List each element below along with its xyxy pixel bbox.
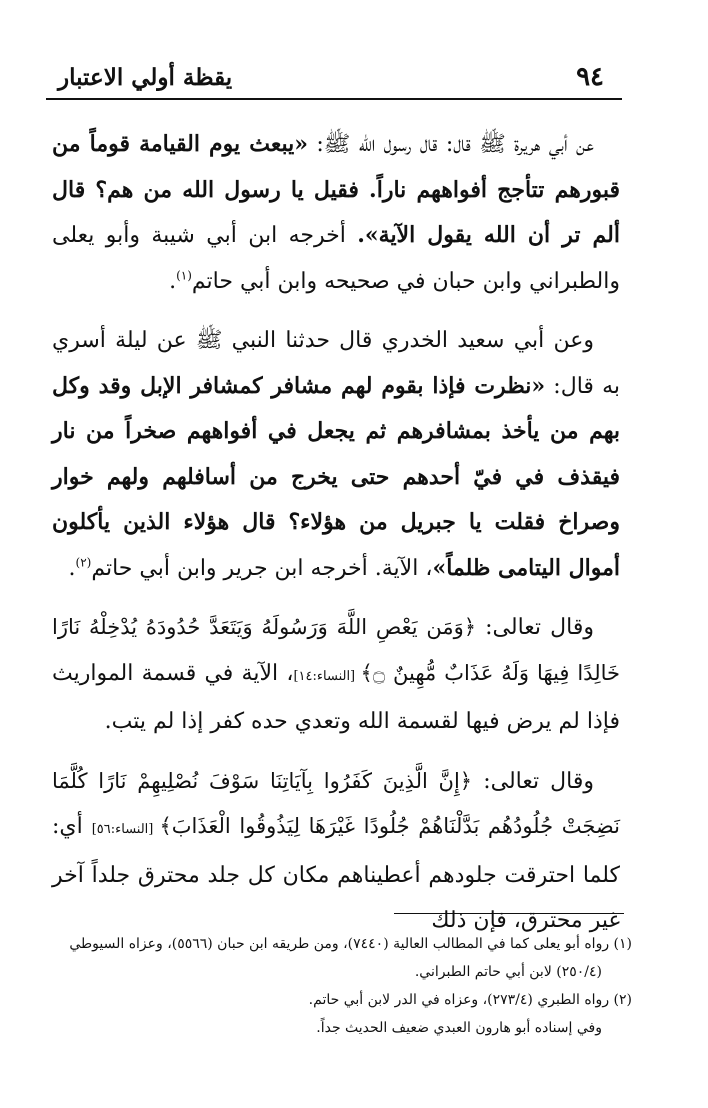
- page-header: [46, 58, 622, 100]
- footnote-marker-2: (٢): [75, 555, 92, 570]
- verse-reference-1: [النساء:١٤]: [293, 668, 361, 684]
- paragraph-1-intro: عن أبي هريرة ﷺ قال: قال رسول الله ﷺ:: [307, 132, 594, 157]
- footnote-1-continued: (٢٥٠/٤) لابن أبي حاتم الطبراني.: [414, 964, 602, 980]
- footnote-2-note: وفي إسناده أبو هارون العبدي ضعيف الحديث جداً.: [316, 1020, 602, 1036]
- quran-verse-1: ﴿وَمَن يَعْصِ اللَّهَ وَرَسُولَهُ وَيَتَعَدَّ حُدُودَهُ يُدْخِلْهُ نَارًا خَالِدًا فِيهَا وَلَهُ عَذَابٌ مُّهِينٌ ۝﴾: [52, 615, 620, 685]
- footnote-1: (١) رواه أبو يعلى كما في المطالب العالية (٧٤٤٠)، ومن طريقه ابن حبان (٥٥٦٦)، وعزاه السيوطي: [69, 936, 632, 952]
- paragraph-3-rest: ، الآية في قسمة المواريث فإذا لم يرض فيها لقسمة الله وتعدي حده كفر إذا لم يتب.: [52, 660, 620, 734]
- running-title: يقظة أولي الاعتبار: [58, 64, 233, 91]
- paragraph-3: [52, 605, 620, 745]
- paragraph-1-rest: أخرجه ابن أبي شيبة وأبو يعلى والطبراني وابن حبان في صحيحه وابن أبي حاتم: [52, 223, 620, 294]
- paragraph-1: [52, 122, 620, 304]
- footnote-2: (٢) رواه الطبري (٢٧٣/٤)، وعزاه في الدر لابن أبي حاتم.: [308, 992, 632, 1008]
- paragraph-1-hadith: «يبعث يوم القيامة قوماً من قبورهم تتأجج أفواههم ناراً. فقيل يا رسول الله من هم؟ قال ألم تر أن الله يقول الآية».: [52, 131, 620, 248]
- footnotes: [40, 930, 632, 1042]
- paragraph-2-end: .: [68, 555, 76, 581]
- paragraph-1-end: .: [169, 268, 177, 294]
- paragraph-4-intro: وقال تعالى:: [472, 768, 594, 794]
- paragraph-2-intro: وعن أبي سعيد الخدري قال حدثنا النبي ﷺ عن ليلة أسري به قال:: [52, 328, 620, 399]
- footnote-marker-1: (١): [176, 268, 192, 283]
- paragraph-2-hadith: «نظرت فإذا بقوم لهم مشافر كمشافر الإبل وقد وكل بهم من يأخذ بمشافرهم ثم يجعل في أفواههم صخراً من نار فيقذف في فيّ أحدهم حتى يخرج من أسافلهم ولهم خوار وصراخ فقلت يا جبريل من هؤلاء؟ قال هؤلاء الذين يأكلون أموال اليتامى ظلماً»: [52, 372, 620, 581]
- paragraph-4: [52, 759, 620, 944]
- paragraph-4-rest: أي: كلما احترقت جلودهم أعطيناهم مكان كل جلد محترق جلداً آخر غير محترق، فإن ذلك: [52, 814, 620, 933]
- paragraph-2: [52, 318, 620, 591]
- paragraph-3-intro: وقال تعالى:: [476, 615, 594, 640]
- paragraph-2-rest: ، الآية. أخرجه ابن جرير وابن أبي حاتم: [91, 555, 433, 581]
- footnote-divider: [394, 913, 624, 914]
- verse-reference-2: [النساء:٥٦]: [91, 822, 160, 837]
- page-number: ٩٤: [576, 62, 604, 92]
- main-text: [52, 122, 620, 958]
- quran-verse-2: ﴿إِنَّ الَّذِينَ كَفَرُوا بِآيَاتِنَا سَوْفَ نُصْلِيهِمْ نَارًا كُلَّمَا نَضِجَتْ جُلُودُهُم بَدَّلْنَاهُمْ جُلُودًا غَيْرَهَا لِيَذُوقُوا الْعَذَابَ﴾: [52, 768, 620, 838]
